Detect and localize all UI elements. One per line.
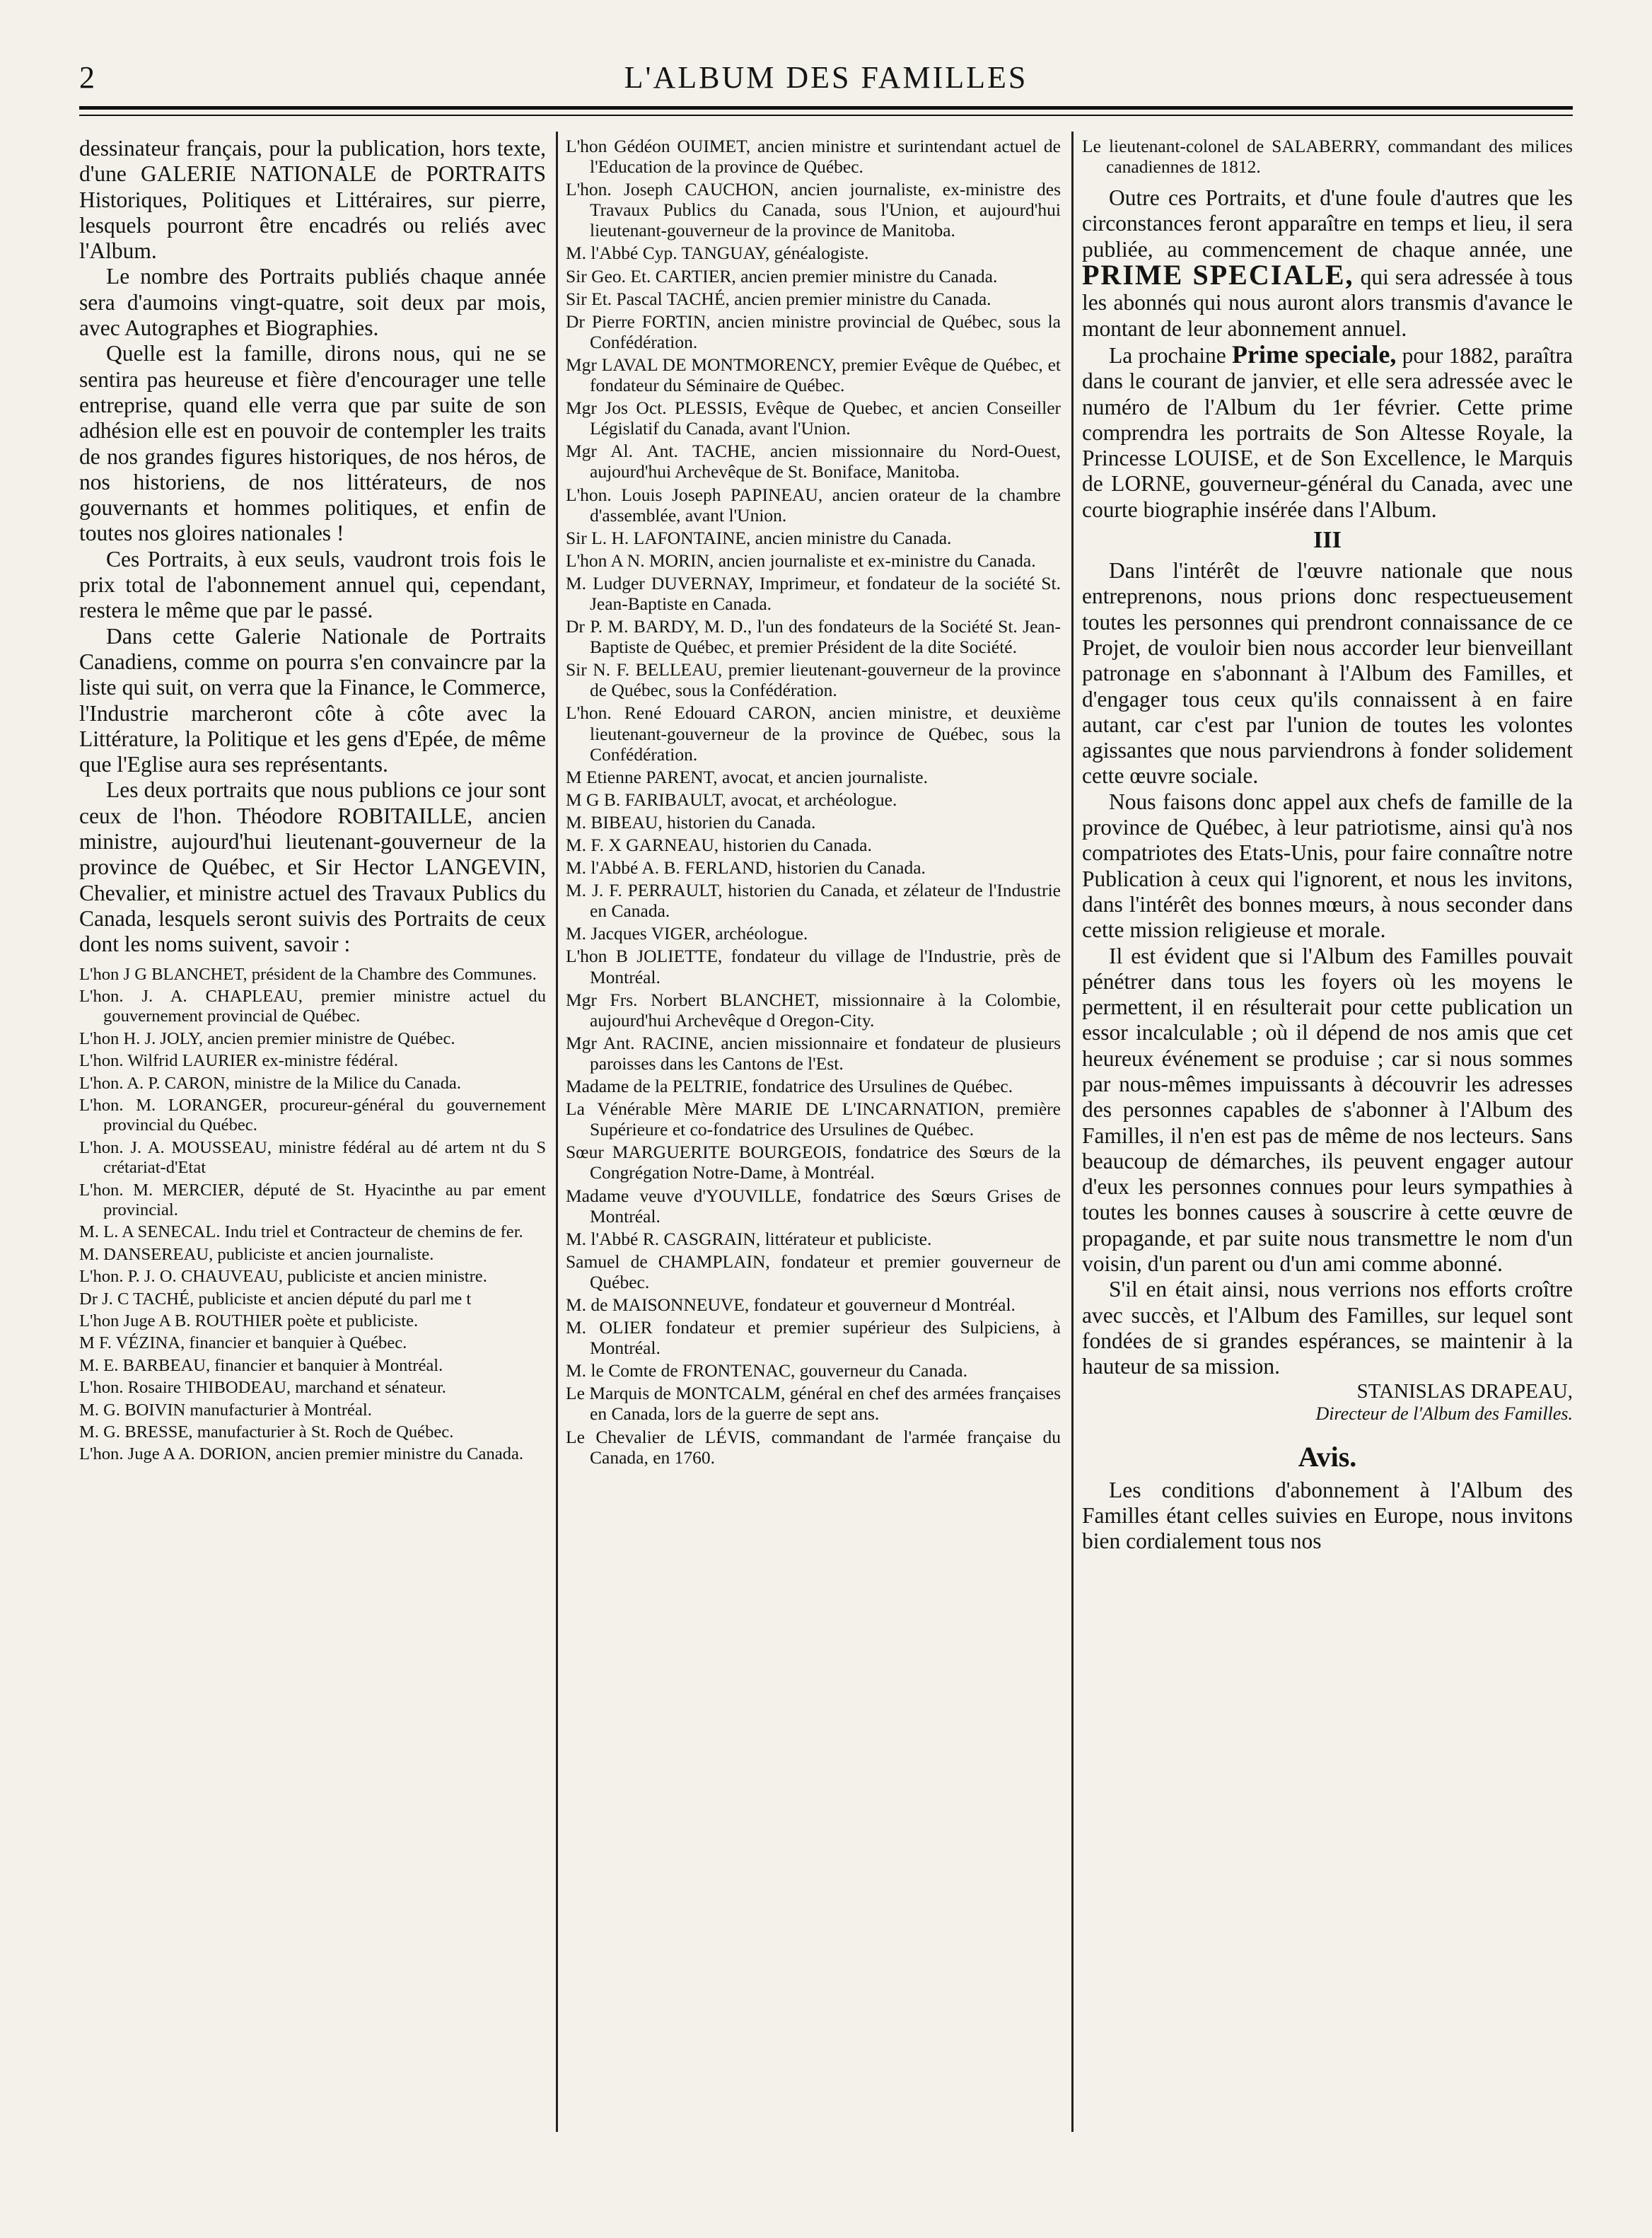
list-item: L'hon. Rosaire THIBODEAU, marchand et sénateur. xyxy=(79,1378,446,1398)
portrait-list-col1 xyxy=(79,965,546,1465)
list-item: M. le Comte de FRONTENAC, gouverneur du Canada. xyxy=(566,1360,967,1381)
list-item: L'hon Gédéon OUIMET, ancien ministre et surintendant actuel de l'Education de la province de Québec. xyxy=(566,136,1061,178)
prime-label: PRIME SPECIALE, xyxy=(1082,259,1354,291)
list-item: M. BIBEAU, historien du Canada. xyxy=(566,811,816,833)
list-item: Le Chevalier de LÉVIS, commandant de l'armée française du Canada, en 1760. xyxy=(566,1426,1061,1468)
column-2 xyxy=(566,136,1061,2132)
list-item: Madame veuve d'YOUVILLE, fondatrice des Sœurs Grises de Montréal. xyxy=(566,1185,1061,1227)
list-item: M. l'Abbé Cyp. TANGUAY, généalogiste. xyxy=(566,243,869,264)
next-prime-start: La prochaine xyxy=(1109,342,1226,368)
list-item: Mgr Ant. RACINE, ancien missionnaire et fondateur de plusieurs paroisses dans les Cantons de l'Est. xyxy=(566,1032,1061,1074)
paragraph: dessinateur français, pour la publication, hors texte, d'une GALERIE NATIONALE de PORTRAITS Historiques, Politiques et Littéraires, sur pierre, lesquels pourront être encadrés ou reliés avec l'Album. xyxy=(79,136,546,264)
list-item: L'hon. J. A. MOUSSEAU, ministre fédéral au dé artem nt du S crétariat-d'Etat xyxy=(79,1137,546,1178)
paragraph: Le nombre des Portraits publiés chaque année sera d'aumoins vingt-quatre, soit deux par mois, avec Autographes et Biographies. xyxy=(79,264,546,341)
list-item: M. Jacques VIGER, archéologue. xyxy=(566,923,808,944)
list-item: M. G. BRESSE, manufacturier à St. Roch de Québec. xyxy=(79,1422,454,1442)
list-item: M. Ludger DUVERNAY, Imprimeur, et fondateur de la société St. Jean-Baptiste en Canada. xyxy=(566,572,1061,614)
list-item: Mgr Al. Ant. TACHE, ancien missionnaire du Nord-Ouest, aujourd'hui Archevêque de St. Boniface, Manitoba. xyxy=(566,441,1061,482)
avis-paragraph: Les conditions d'abonnement à l'Album des Familles étant celles suivies en Europe, nous invitons bien cordialement tous nos xyxy=(1082,1477,1573,1554)
section-heading: III xyxy=(1313,527,1342,554)
list-item: L'hon. M. MERCIER, député de St. Hyacinthe au par ement provincial. xyxy=(79,1180,546,1219)
paragraph: Les deux portraits que nous publions ce jour sont ceux de l'hon. Théodore ROBITAILLE, ancien ministre, aujourd'hui lieutenant-gouverneur de la province de Québec, et Sir Hector LANGEVIN, Chevalier, et ministre actuel des Travaux Publics du Canada, lesquels seront suivis des Portraits de ceux dont les noms suivent, savoir : xyxy=(79,777,546,957)
page-header xyxy=(79,52,1573,102)
list-item: M. l'Abbé R. CASGRAIN, littérateur et publiciste. xyxy=(566,1228,932,1249)
list-item: Le lieutenant-colonel de SALABERRY, commandant des milices canadiennes de 1812. xyxy=(1082,136,1573,178)
column-divider-2 xyxy=(1071,132,1074,2132)
next-prime-text: pour 1882, paraîtra dans le courant de janvier, et elle sera adressée avec le numéro de l'Album du 1er février. Cette prime comprendra les portraits de Son Altesse Royale, la Princesse LOUISE, et de Son Excellence, le Marquis de LORNE, gouverneur-général du Canada, avec une courte biographie insérée dans l'Album. xyxy=(1082,342,1573,522)
list-item: M F. VÉZINA, financier et banquier à Québec. xyxy=(79,1333,407,1353)
list-item: L'hon. Wilfrid LAURIER ex-ministre fédéral. xyxy=(79,1051,399,1071)
column-divider-1 xyxy=(556,132,558,2132)
list-item: L'hon. J. A. CHAPLEAU, premier ministre actuel du gouvernement provincial de Québec. xyxy=(79,986,546,1026)
signature: STANISLAS DRAPEAU, xyxy=(1356,1379,1573,1403)
list-item: Mgr Jos Oct. PLESSIS, Evêque de Quebec, et ancien Conseiller Législatif du Canada, avant l'Union. xyxy=(566,398,1061,439)
list-item: Samuel de CHAMPLAIN, fondateur et premier gouverneur de Québec. xyxy=(566,1251,1061,1292)
list-item: L'hon. René Edouard CARON, ancien ministre, et deuxième lieutenant-gouverneur de la province de Québec, sous la Confédération. xyxy=(566,702,1061,765)
paragraph: Il est évident que si l'Album des Familles pouvait pénétrer dans tous les foyers où les moyens le permettent, il en résulterait pour cette publication un essor incalculable ; où il dépend de nos amis que cet heureux événement se produise ; car si nous sommes par nous-mêmes impuissants à découvrir les adresses des personnes capables de s'abonner à l'Album des Familles, il n'en est pas de même de nos lecteurs. Sans beaucoup de démarches, ils peuvent engager autour d'eux les personnes connues pour leurs sympathies à toutes les bonnes causes à souscrire à cette œuvre de propagande, et par suite nous transmettre le nom d'un voisin, d'un parent ou d'un ami comme abonné. xyxy=(1082,943,1573,1277)
paragraph: Ces Portraits, à eux seuls, vaudront trois fois le prix total de l'abonnement annuel qui, cependant, restera le même que par le passé. xyxy=(79,546,546,623)
list-item: Sir N. F. BELLEAU, premier lieutenant-gouverneur de la province de Québec, sous la Confédération. xyxy=(566,659,1061,701)
list-item: M. J. F. PERRAULT, historien du Canada, et zélateur de l'Industrie en Canada. xyxy=(566,880,1061,922)
portrait-list-col2 xyxy=(566,136,1061,1468)
paragraph: Dans cette Galerie Nationale de Portraits Canadiens, comme on pourra s'en convaincre par la liste qui suit, on verra que la Finance, le Commerce, l'Industrie marcheront côte à côte avec la Littérature, la Politique et les gens d'Epée, de même que l'Eglise aura ses représentants. xyxy=(79,623,546,777)
list-item: M. de MAISONNEUVE, fondateur et gouverneur d Montréal. xyxy=(566,1294,1016,1315)
header-rule-thin xyxy=(79,115,1573,116)
list-item: Sir Geo. Et. CARTIER, ancien premier ministre du Canada. xyxy=(566,265,998,286)
paragraph: Quelle est la famille, dirons nous, qui ne se sentira pas heureuse et fière d'encourager une telle entreprise, quand elle verra que par suite de son adhésion elle est en pouvoir de contempler les traits de nos grandes figures historiques, de nos héros, de nos historiens, de nos littérateurs, de nos gouvernants et hommes politiques, et enfin de toutes nos gloires nationales ! xyxy=(79,341,546,546)
next-prime-label: Prime speciale, xyxy=(1232,340,1397,369)
paragraph: Nous faisons donc appel aux chefs de famille de la province de Québec, à leur patriotisme, ainsi qu'à nos compatriotes des Etats-Unis, pour faire connaître notre Publication à ceux qui l'ignorent, et nous les invitons, dans l'intérêt des bonnes mœurs, à nous seconder dans cette mission religieuse et morale. xyxy=(1082,789,1573,943)
list-item: M. l'Abbé A. B. FERLAND, historien du Canada. xyxy=(566,857,926,879)
prime-intro-end: qui sera adressée à tous les abonnés qui nous auront alors transmis d'avance le montant de leur abonnement annuel. xyxy=(1082,265,1573,341)
avis-heading: Avis. xyxy=(1298,1440,1357,1473)
list-item: L'hon J G BLANCHET, président de la Chambre des Communes. xyxy=(79,964,537,984)
column-3 xyxy=(1082,136,1573,2132)
list-item: Le Marquis de MONTCALM, général en chef des armées françaises en Canada, lors de la guerre de sept ans. xyxy=(566,1383,1061,1425)
list-item: Sir Et. Pascal TACHÉ, ancien premier ministre du Canada. xyxy=(566,288,991,309)
signature-title: Directeur de l'Album des Familles. xyxy=(1315,1403,1573,1424)
list-item: L'hon. Louis Joseph PAPINEAU, ancien orateur de la chambre d'assemblée, avant l'Union. xyxy=(566,484,1061,526)
list-item: M. E. BARBEAU, financier et banquier à Montréal. xyxy=(79,1355,443,1375)
list-item: L'hon. Juge A A. DORION, ancien premier ministre du Canada. xyxy=(79,1444,524,1464)
prime-intro-text: Outre ces Portraits, et d'une foule d'autres que les circonstances feront apparaître en temps et lieu, il sera publiée, au commencement de chaque année, une xyxy=(1082,185,1573,262)
list-item: Mgr Frs. Norbert BLANCHET, missionnaire à la Colombie, aujourd'hui Archevêque d Oregon-City. xyxy=(566,989,1061,1031)
list-item: Dr Pierre FORTIN, ancien ministre provincial de Québec, sous la Confédération. xyxy=(566,311,1061,352)
list-item: Sir L. H. LAFONTAINE, ancien ministre du Canada. xyxy=(566,527,952,548)
list-item: Mgr LAVAL DE MONTMORENCY, premier Evêque de Québec, et fondateur du Séminaire de Québec. xyxy=(566,354,1061,396)
list-item: Madame de la PELTRIE, fondatrice des Ursulines de Québec. xyxy=(566,1076,1013,1097)
page-title: L'ALBUM DES FAMILLES xyxy=(624,60,1028,95)
list-item: M G B. FARIBAULT, avocat, et archéologue. xyxy=(566,789,897,810)
paragraph: S'il en était ainsi, nous verrions nos efforts croître avec succès, et l'Album des Familles, sur lequel sont fondées de si grandes espérances, se maintenir à la hauteur de sa mission. xyxy=(1082,1277,1573,1379)
list-item: L'hon. Joseph CAUCHON, ancien journaliste, ex-ministre des Travaux Publics du Canada, sous l'Union, et aujourd'hui lieutenant-gouverneur de la province de Manitoba. xyxy=(566,179,1061,241)
list-item: L'hon. P. J. O. CHAUVEAU, publiciste et ancien ministre. xyxy=(79,1267,487,1287)
column-1 xyxy=(79,136,546,2132)
list-item: M. OLIER fondateur et premier supérieur des Sulpiciens, à Montréal. xyxy=(566,1317,1061,1359)
list-item: Dr J. C TACHÉ, publiciste et ancien député du parl me t xyxy=(79,1289,472,1309)
list-item: L'hon B JOLIETTE, fondateur du village de l'Industrie, près de Montréal. xyxy=(566,946,1061,987)
paragraph: Dans l'intérêt de l'œuvre nationale que nous entreprenons, nous prions donc respectueusement toutes les personnes qui prendront connaissance de ce Projet, de vouloir bien nous accorder leur bienveillant patronage en s'abonnant à l'Album des Familles, et d'engager tous ceux qu'ils connaissent à en faire autant, car c'est par l'union de toutes les volontes agissantes que nous parviendrons à fonder solidement cette œuvre sociale. xyxy=(1082,558,1573,789)
page-number: 2 xyxy=(79,60,95,95)
portrait-list-col3 xyxy=(1082,136,1573,177)
paragraph-prime xyxy=(1082,185,1573,342)
paragraph-next-prime xyxy=(1082,342,1573,523)
list-item: L'hon A N. MORIN, ancien journaliste et ex-ministre du Canada. xyxy=(566,550,1036,571)
list-item: La Vénérable Mère MARIE DE L'INCARNATION, première Supérieure et co-fondatrice des Ursulines de Québec. xyxy=(566,1098,1061,1140)
list-item: M. L. A SENECAL. Indu triel et Contracteur de chemins de fer. xyxy=(79,1222,523,1242)
header-rule-thick xyxy=(79,106,1573,110)
list-item: L'hon H. J. JOLY, ancien premier ministre de Québec. xyxy=(79,1028,455,1048)
list-item: M Etienne PARENT, avocat, et ancien journaliste. xyxy=(566,766,928,787)
list-item: Dr P. M. BARDY, M. D., l'un des fondateurs de la Société St. Jean-Baptiste de Québec, et premier Président de la dite Société. xyxy=(566,616,1061,658)
list-item: L'hon. A. P. CARON, ministre de la Milice du Canada. xyxy=(79,1073,461,1093)
list-item: M. F. X GARNEAU, historien du Canada. xyxy=(566,835,872,855)
list-item: Sœur MARGUERITE BOURGEOIS, fondatrice des Sœurs de la Congrégation Notre-Dame, à Montréal. xyxy=(566,1142,1061,1183)
list-item: L'hon. M. LORANGER, procureur-général du gouvernement provincial du Québec. xyxy=(79,1095,546,1135)
list-item: M. DANSEREAU, publiciste et ancien journaliste. xyxy=(79,1244,434,1264)
list-item: M. G. BOIVIN manufacturier à Montréal. xyxy=(79,1400,372,1420)
list-item: L'hon Juge A B. ROUTHIER poète et publiciste. xyxy=(79,1311,419,1330)
